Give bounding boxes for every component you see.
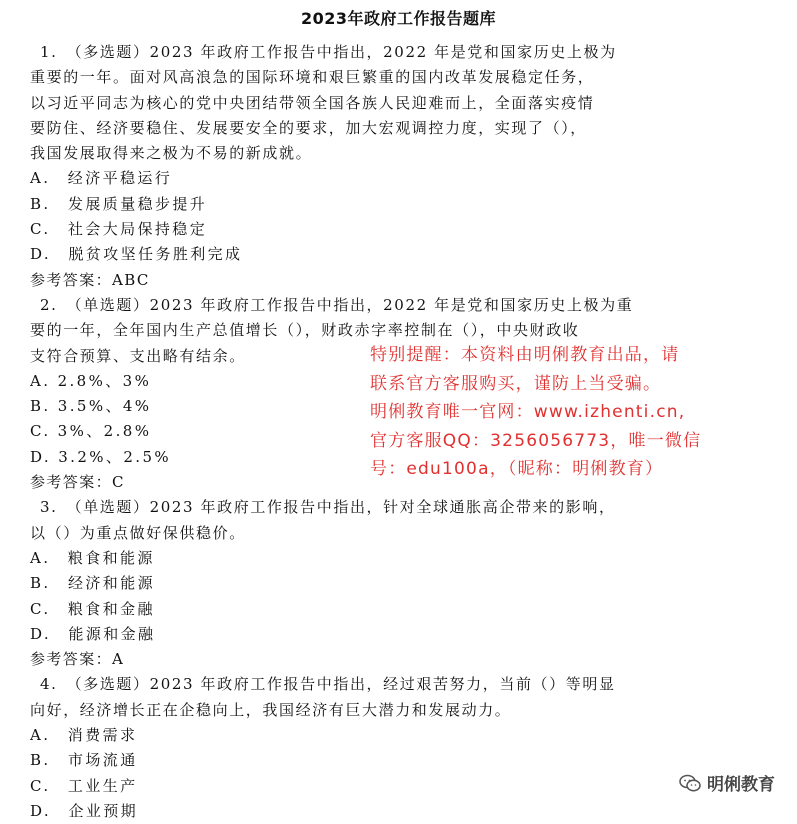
answer-option: A. 粮食和能源	[30, 548, 155, 567]
answer-option: A. 2.8%、3%	[30, 371, 152, 390]
answer-option: D. 企业预期	[30, 801, 139, 820]
question-stem-line: 以（）为重点做好保供稳价。	[30, 523, 246, 542]
question-stem-line: 我国发展取得来之极为不易的新成就。	[30, 144, 313, 163]
notice-line: 特别提醒：本资料由明俐教育出品，请	[370, 345, 680, 365]
answer-option: C. 社会大局保持稳定	[30, 220, 208, 239]
reference-answer: 参考答案：C	[30, 473, 125, 492]
watermark-text: 明俐教育	[707, 775, 775, 795]
question-stem-line: 以习近平同志为核心的党中央团结带领全国各族人民迎难而上，全面落实疫情	[30, 93, 595, 112]
question-stem-line: 支符合预算、支出略有结余。	[30, 346, 246, 365]
reference-answer: 参考答案：A	[30, 650, 125, 669]
answer-option: C. 粮食和金融	[30, 599, 155, 618]
question-stem: 4. （多选题）2023 年政府工作报告中指出，经过艰苦努力，当前（）等明显	[40, 675, 616, 694]
red-notice	[370, 341, 701, 484]
question-stem-line: 要的一年，全年国内生产总值增长（），财政赤字率控制在（），中央财政收	[30, 321, 580, 340]
question-stem: 2. （单选题）2023 年政府工作报告中指出，2022 年是党和国家历史上极为重	[40, 295, 634, 314]
answer-option: B. 3.5%、4%	[30, 397, 152, 416]
notice-line: 联系官方客服购买，谨防上当受骗。	[370, 373, 662, 394]
notice-line: 官方客服QQ：3256056773，唯一微信	[370, 430, 702, 451]
question-stem-line: 重要的一年。面对风高浪急的国际环境和艰巨繁重的国内改革发展稳定任务，	[30, 68, 595, 87]
answer-option: D. 脱贫攻坚任务胜利完成	[30, 245, 243, 264]
answer-option: B. 市场流通	[30, 751, 138, 770]
answer-option: A. 消费需求	[30, 726, 138, 745]
answer-option: B. 经济和能源	[30, 574, 155, 593]
watermark	[679, 770, 775, 795]
page-title: 2023年政府工作报告题库	[300, 9, 497, 28]
answer-option: D. 能源和金融	[30, 624, 156, 643]
question-stem: 1. （多选题）2023 年政府工作报告中指出，2022 年是党和国家历史上极为	[40, 43, 617, 61]
question-stem-line: 要防住、经济要稳住、发展要安全的要求，加大宏观调控力度，实现了（），	[30, 118, 587, 137]
answer-option: C. 3%、2.8%	[30, 422, 152, 441]
answer-option: B. 发展质量稳步提升	[30, 194, 208, 213]
answer-option: C. 工业生产	[30, 776, 138, 795]
answer-option: D. 3.2%、2.5%	[30, 447, 172, 466]
notice-line: 号：edu100a，（昵称：明俐教育）	[370, 459, 664, 479]
reference-answer: 参考答案：ABC	[30, 270, 150, 289]
notice-line: 明俐教育唯一官网：www.izhenti.cn,	[370, 402, 686, 422]
question-stem-line: 向好，经济增长正在企稳向上，我国经济有巨大潜力和发展动力。	[30, 700, 512, 719]
wechat-icon	[679, 774, 701, 792]
question-stem: 3. （单选题）2023 年政府工作报告中指出，针对全球通胀高企带来的影响，	[40, 498, 616, 517]
answer-option: A. 经济平稳运行	[30, 169, 173, 188]
